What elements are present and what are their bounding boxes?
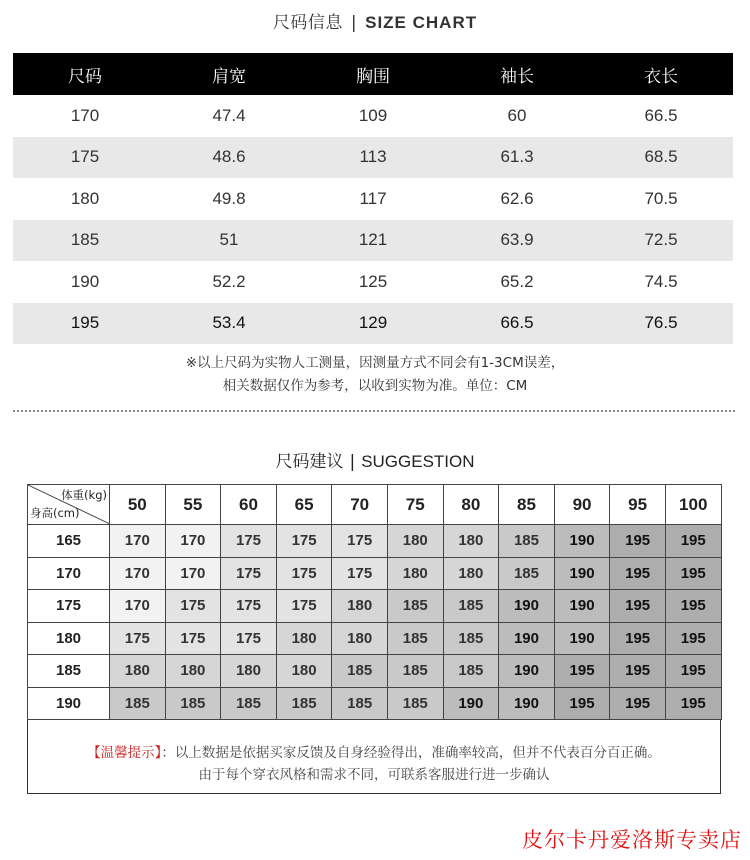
size-cell: 65.2 [500,271,534,291]
suggested-size-cell: 180 [332,590,388,623]
weight-header: 85 [499,485,555,525]
size-cell: 117 [359,188,387,208]
height-row [28,687,722,720]
suggested-size-cell: 180 [221,655,277,688]
suggested-size-cell: 180 [276,622,332,655]
size-cell: 76.5 [589,303,733,345]
weight-header: 80 [443,485,499,525]
size-cell: 170 [70,105,100,125]
suggestion-title [0,447,750,472]
tip-label: 【温馨提示】 [87,745,162,761]
note-line-1: ※以上尺码为实物人工测量，因测量方式不同会有1-3CM误差， [185,355,565,371]
size-cell: 62.6 [500,188,534,208]
suggested-size-cell: 175 [221,590,277,623]
suggested-size-cell: 195 [610,590,666,623]
suggestion-title-cn: 尺码建议 [275,452,344,472]
suggested-size-cell: 195 [665,655,721,688]
weight-header: 70 [332,485,388,525]
size-cell: 66.5 [644,105,678,125]
suggested-size-cell: 195 [610,655,666,688]
suggested-size-cell: 175 [221,622,277,655]
size-cell: 49.8 [212,188,246,208]
height-header: 190 [28,687,110,720]
size-chart-title-cn: 尺码信息 [272,13,343,33]
header-chest: 胸围 [301,53,445,95]
size-cell: 180 [70,188,100,208]
suggested-size-cell: 195 [665,687,721,720]
weight-header-row [28,485,722,525]
warm-tip [27,742,721,786]
weight-header: 90 [554,485,610,525]
size-cell: 48.6 [157,137,301,179]
suggested-size-cell: 185 [443,655,499,688]
size-cell: 74.5 [644,271,678,291]
height-row [28,590,722,623]
size-cell: 68.5 [589,137,733,179]
size-cell: 185 [13,220,157,262]
weight-header: 60 [221,485,277,525]
suggested-size-cell: 190 [554,557,610,590]
suggested-size-cell: 180 [443,525,499,558]
suggested-size-cell: 185 [443,622,499,655]
suggested-size-cell: 180 [110,655,166,688]
suggested-size-cell: 195 [665,525,721,558]
height-header: 185 [28,655,110,688]
suggested-size-cell: 195 [610,622,666,655]
height-header: 170 [28,557,110,590]
suggested-size-cell: 190 [443,687,499,720]
suggested-size-cell: 175 [276,525,332,558]
suggested-size-cell: 175 [110,622,166,655]
suggested-size-cell: 185 [110,687,166,720]
title-separator: | [349,452,356,472]
suggestion-title-en: SUGGESTION [361,452,475,471]
weight-header: 50 [110,485,166,525]
suggested-size-cell: 195 [665,590,721,623]
size-cell: 175 [13,137,157,179]
height-row [28,622,722,655]
suggested-size-cell: 170 [110,590,166,623]
suggested-size-cell: 190 [499,622,555,655]
header-size: 尺码 [13,53,157,95]
suggested-size-cell: 180 [443,557,499,590]
size-chart-title-en: SIZE CHART [365,13,478,32]
size-cell: 113 [301,137,445,179]
suggested-size-cell: 175 [221,557,277,590]
size-cell: 125 [358,271,388,291]
weight-axis-label: 体重(kg) [61,488,107,502]
suggested-size-cell: 175 [276,557,332,590]
size-cell: 195 [13,303,157,345]
size-row [13,220,733,262]
height-row [28,557,722,590]
suggested-size-cell: 175 [221,525,277,558]
header-sleeve: 袖长 [445,53,589,95]
suggested-size-cell: 195 [554,655,610,688]
suggested-size-cell: 195 [665,557,721,590]
size-cell: 52.2 [212,271,246,291]
size-cell: 190 [70,271,100,291]
measurement-note [0,352,750,398]
size-row [13,137,733,179]
tip-line-2: 由于每个穿衣风格和需求不同，可联系客服进行进一步确认 [198,767,550,783]
suggested-size-cell: 185 [276,687,332,720]
weight-header: 55 [165,485,221,525]
size-chart-table [13,53,733,344]
suggested-size-cell: 195 [554,687,610,720]
suggested-size-cell: 180 [276,655,332,688]
suggested-size-cell: 185 [221,687,277,720]
suggested-size-cell: 175 [165,590,221,623]
suggested-size-cell: 175 [165,622,221,655]
suggested-size-cell: 185 [387,590,443,623]
header-length: 衣长 [589,53,733,95]
suggested-size-cell: 175 [332,557,388,590]
suggested-size-cell: 180 [387,557,443,590]
suggested-size-cell: 170 [110,525,166,558]
suggested-size-cell: 180 [165,655,221,688]
suggested-size-cell: 180 [332,622,388,655]
corner-cell [28,485,110,525]
suggested-size-cell: 185 [332,655,388,688]
suggested-size-cell: 185 [443,590,499,623]
suggested-size-cell: 180 [387,525,443,558]
suggested-size-cell: 195 [610,525,666,558]
suggested-size-cell: 185 [387,622,443,655]
suggested-size-cell: 170 [110,557,166,590]
size-chart-header-row [13,53,733,95]
suggested-size-cell: 175 [332,525,388,558]
suggested-size-cell: 185 [499,525,555,558]
tip-line-1: ：以上数据是依据买家反馈及自身经验得出，准确率较高，但并不代表百分百正确。 [161,745,661,761]
suggested-size-cell: 185 [387,655,443,688]
height-header: 175 [28,590,110,623]
weight-header: 65 [276,485,332,525]
suggested-size-cell: 185 [387,687,443,720]
size-cell: 61.3 [445,137,589,179]
suggested-size-cell: 185 [165,687,221,720]
size-row [13,303,733,345]
size-cell: 129 [301,303,445,345]
weight-header: 95 [610,485,666,525]
header-shoulder: 肩宽 [157,53,301,95]
size-cell: 72.5 [589,220,733,262]
size-cell: 51 [157,220,301,262]
size-cell: 63.9 [445,220,589,262]
suggested-size-cell: 185 [332,687,388,720]
dotted-divider [13,410,735,412]
suggested-size-cell: 190 [499,687,555,720]
size-chart-title [0,8,750,33]
suggested-size-cell: 195 [610,687,666,720]
title-separator: | [350,13,358,33]
suggested-size-cell: 190 [499,655,555,688]
height-header: 165 [28,525,110,558]
size-row [13,178,733,220]
size-cell: 121 [301,220,445,262]
suggested-size-cell: 175 [276,590,332,623]
height-row [28,525,722,558]
suggested-size-cell: 190 [499,590,555,623]
suggested-size-cell: 170 [165,525,221,558]
weight-header: 100 [665,485,721,525]
height-row [28,655,722,688]
size-cell: 70.5 [644,188,678,208]
size-row [13,261,733,303]
height-axis-label: 身高(cm) [30,506,80,520]
weight-header: 75 [387,485,443,525]
suggested-size-cell: 195 [665,622,721,655]
size-cell: 66.5 [445,303,589,345]
suggested-size-cell: 190 [554,622,610,655]
size-cell: 109 [358,105,388,125]
note-line-2: 相关数据仅作为参考，以收到实物为准。单位：CM [222,378,528,394]
suggestion-table [27,484,722,720]
height-header: 180 [28,622,110,655]
suggested-size-cell: 195 [610,557,666,590]
size-row [13,95,733,137]
suggested-size-cell: 190 [554,525,610,558]
size-cell: 47.4 [212,105,246,125]
suggested-size-cell: 190 [554,590,610,623]
suggested-size-cell: 185 [499,557,555,590]
shop-name: 皮尔卡丹爱洛斯专卖店 [522,828,742,852]
suggested-size-cell: 170 [165,557,221,590]
size-cell: 53.4 [157,303,301,345]
size-cell: 60 [507,105,527,125]
